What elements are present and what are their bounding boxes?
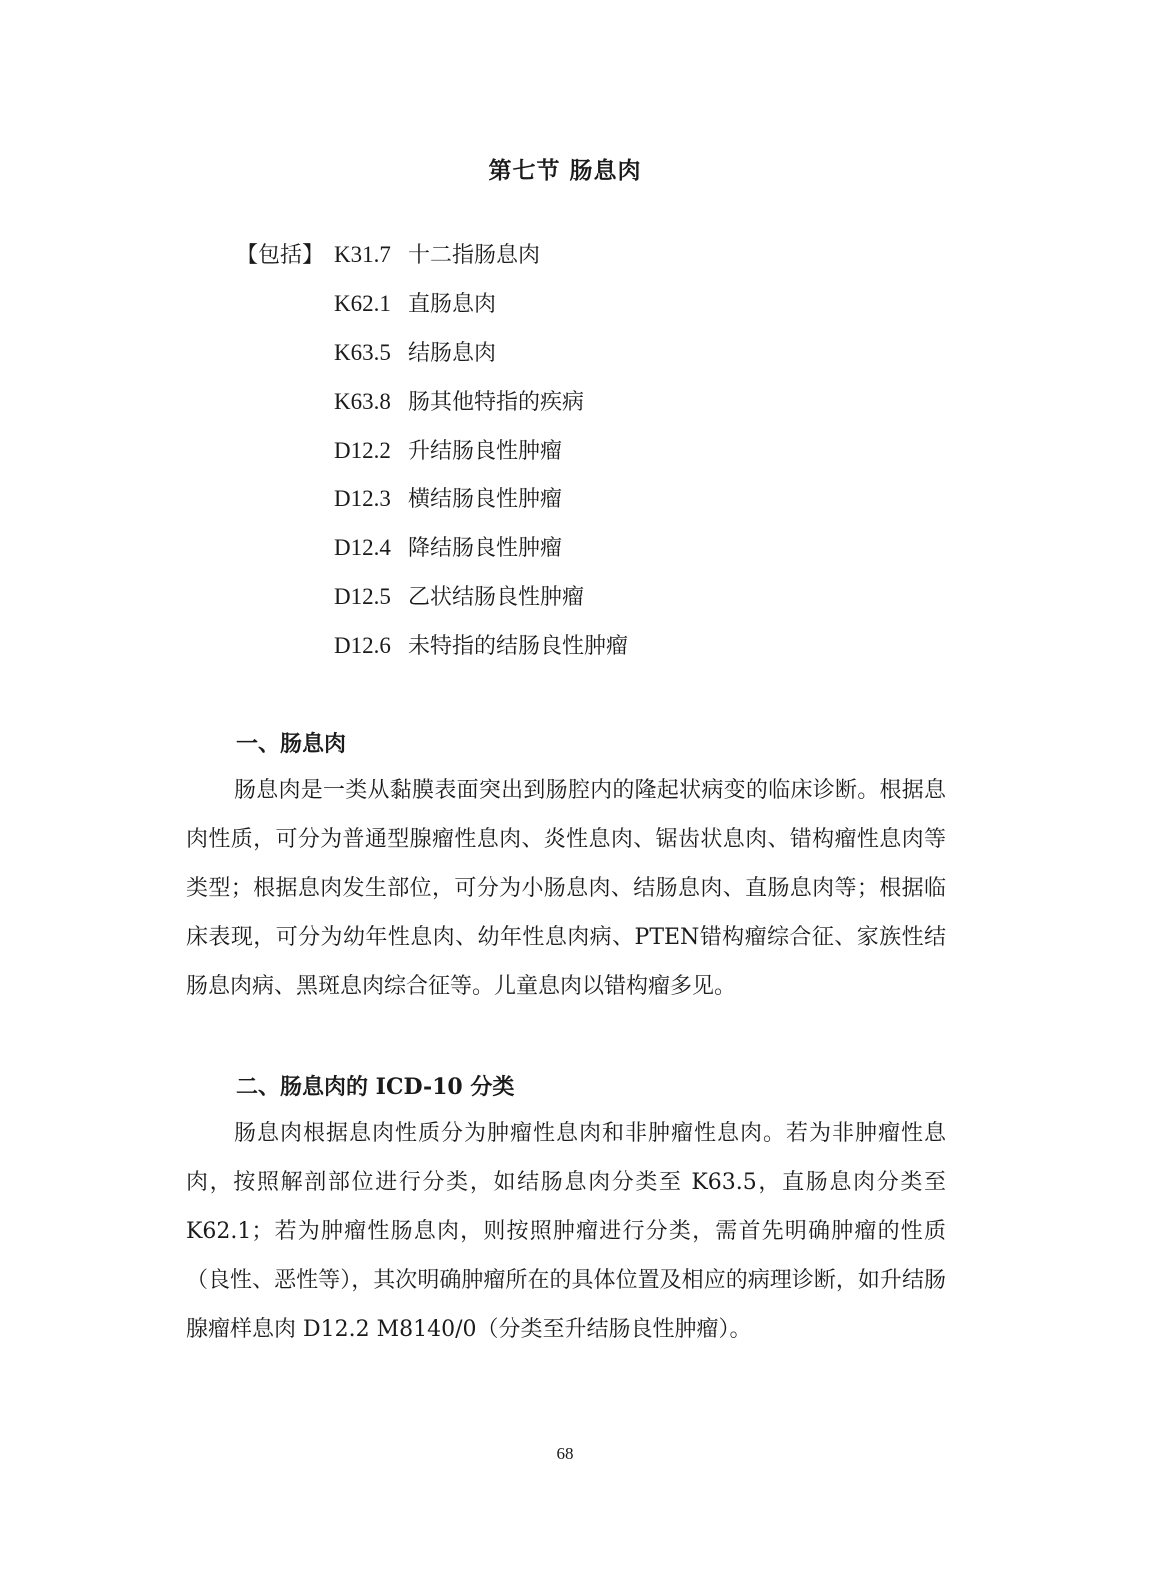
code-description: 乙状结肠良性肿瘤	[408, 585, 585, 610]
code-row	[334, 629, 628, 660]
icd-code: K31.7	[334, 242, 391, 267]
icd-code: D12.4	[334, 535, 391, 560]
code-description: 降结肠良性肿瘤	[408, 536, 563, 561]
section-heading: 一、肠息肉	[236, 731, 347, 757]
body-paragraph: 肠息肉是一类从黏膜表面突出到肠腔内的隆起状病变的临床诊断。根据息肉性质，可分为普通型腺瘤性息肉、炎性息肉、锯齿状息肉、错构瘤性息肉等类型；根据息肉发生部位，可分为小肠息肉、结肠息肉、直肠息肉等；根据临床表现，可分为幼年性息肉、幼年性息肉病、PTEN错构瘤综合征、家族性结肠息肉病、黑斑息肉综合征等。儿童息肉以错构瘤多见。	[186, 778, 946, 999]
code-description: 肠其他特指的疾病	[408, 390, 585, 415]
code-description: 横结肠良性肿瘤	[408, 487, 563, 512]
code-row	[334, 531, 562, 562]
icd-code: K63.8	[334, 389, 391, 414]
code-row	[334, 385, 584, 416]
icd-code: D12.3	[334, 486, 391, 511]
code-description: 未特指的结肠良性肿瘤	[408, 634, 629, 659]
includes-label: 【包括】	[236, 243, 325, 268]
body-paragraph: 肠息肉根据息肉性质分为肿瘤性息肉和非肿瘤性息肉。若为非肿瘤性息肉，按照解剖部位进行分类，如结肠息肉分类至 K63.5，直肠息肉分类至 K62.1；若为肿瘤性肠息肉，则按照肿瘤进行分类，需首先明确肿瘤的性质（良性、恶性等），其次明确肿瘤所在的具体位置及相应的病理诊断，如升结肠腺瘤样息肉 D12.2 M8140/0（分类至升结肠良性肿瘤）。	[186, 1121, 946, 1342]
icd-code: K63.5	[334, 340, 391, 365]
code-row	[334, 336, 496, 367]
code-row	[334, 434, 562, 465]
code-description: 直肠息肉	[408, 292, 497, 317]
code-description: 升结肠良性肿瘤	[408, 439, 563, 464]
icd-code: K62.1	[334, 291, 391, 316]
icd-code: D12.5	[334, 584, 391, 609]
code-row	[334, 580, 584, 611]
section-heading: 二、肠息肉的 ICD-10 分类	[236, 1074, 515, 1100]
code-description: 结肠息肉	[408, 341, 497, 366]
code-row	[334, 482, 562, 513]
code-description: 十二指肠息肉	[408, 243, 541, 268]
icd-code: D12.6	[334, 633, 391, 658]
code-row	[334, 238, 540, 269]
section-title: 第七节 肠息肉	[488, 157, 642, 184]
code-row	[334, 287, 496, 318]
page-number: 68	[556, 1444, 574, 1463]
icd-code: D12.2	[334, 438, 391, 463]
